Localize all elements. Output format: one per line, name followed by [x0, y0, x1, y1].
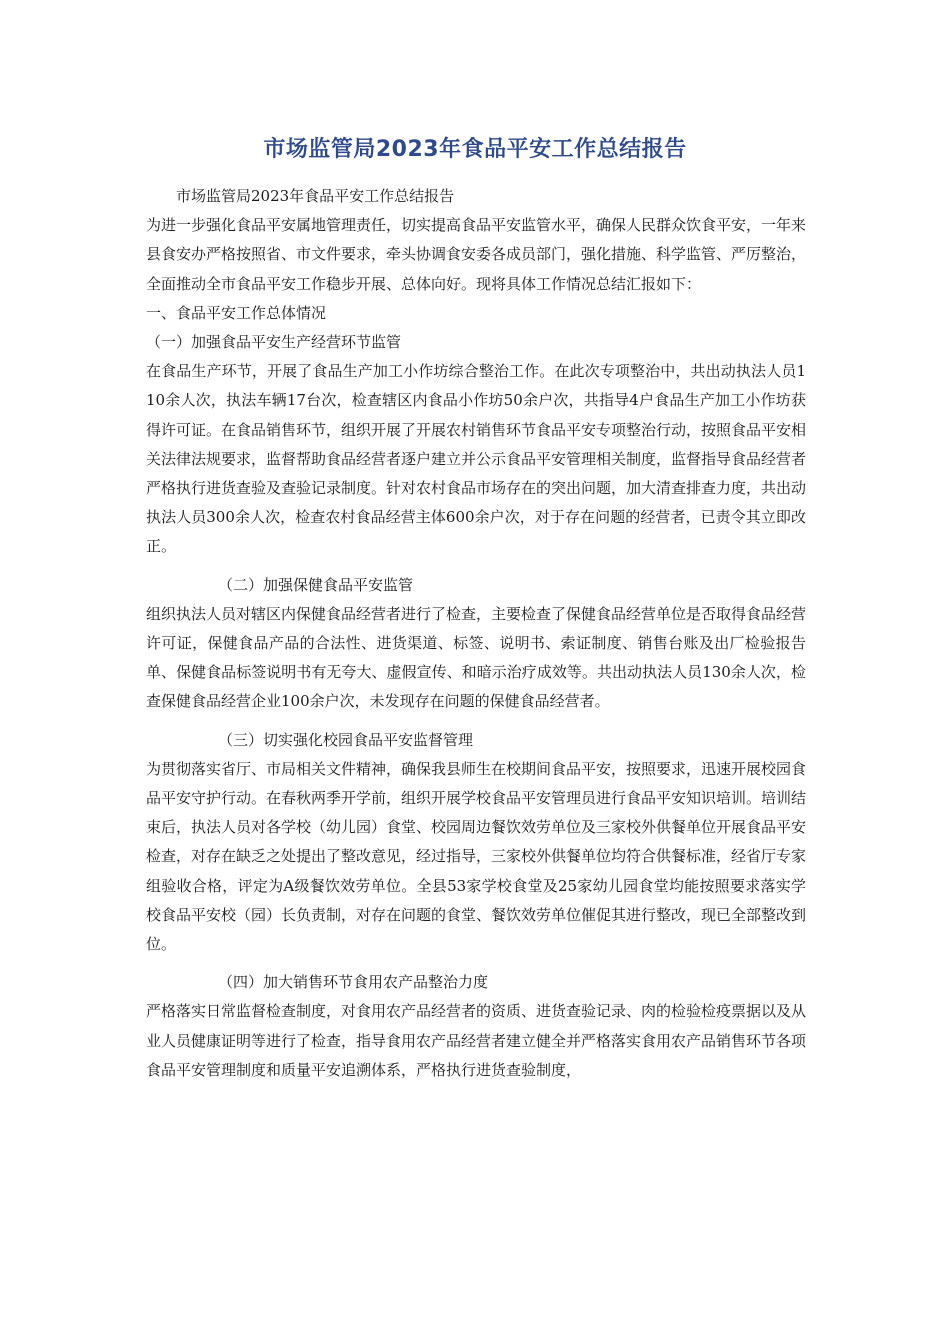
subsection-heading-4: （四）加大销售环节食用农产品整治力度 — [218, 973, 489, 992]
subsection-body-1: 在食品生产环节，开展了食品生产加工小作坊综合整治工作。在此次专项整治中，共出动执法人员110余人次，执法车辆17台次，检查辖区内食品小作坊50余户次，共指导4户食品生产加工小作坊获得许可证。在食品销售环节，组织开展了开展农村销售环节食品平安专项整治行动，按照食品平安相关法律法规要求，监督帮助食品经营者逐户建立并公示食品平安管理相关制度，监督指导食品经营者严格执行进货查验及查验记录制度。针对农村食品市场存在的突出问题，加大清查排查力度，共出动执法人员300余人次，检查农村食品经营主体600余户次，对于存在问题的经营者，已责令其立即改正。 — [146, 362, 807, 556]
subsection-body-3: 为贯彻落实省厅、市局相关文件精神，确保我县师生在校期间食品平安，按照要求，迅速开展校园食品平安守护行动。在春秋两季开学前，组织开展学校食品平安管理员进行食品平安知识培训。培训结束后，执法人员对各学校（幼儿园）食堂、校园周边餐饮效劳单位及三家校外供餐单位开展食品平安检查，对存在缺乏之处提出了整改意见，经过指导，三家校外供餐单位均符合供餐标准，经省厅专家组验收合格，评定为A级餐饮效劳单位。全县53家学校食堂及25家幼儿园食堂均能按照要求落实学校食品平安校（园）长负责制，对存在问题的食堂、餐饮效劳单位催促其进行整改，现已全部整改到位。 — [146, 759, 807, 954]
subsection-heading-1: （一）加强食品平安生产经营环节监管 — [146, 333, 402, 352]
subsection-body-4: 严格落实日常监督检查制度，对食用农产品经营者的资质、进货查验记录、肉的检验检疫票据以及从业人员健康证明等进行了检查，指导食用农产品经营者建立健全并严格落实食用农产品销售环节各项食品平安管理制度和质量平安追溯体系，严格执行进货查验制度， — [146, 1002, 807, 1079]
section-heading-1: 一、食品平安工作总体情况 — [146, 303, 327, 322]
subtitle-line: 市场监管局2023年食品平安工作总结报告 — [176, 187, 455, 205]
subsection-body-2: 组织执法人员对辖区内保健食品经营者进行了检查，主要检查了保健食品经营单位是否取得食品经营许可证，保健食品产品的合法性、进货渠道、标签、说明书、索证制度、销售台账及出厂检验报告单、保健食品标签说明书有无夸大、虚假宣传、和暗示治疗成效等。共出动执法人员130余人次，检查保健食品经营企业100余户次，未发现存在问题的保健食品经营者。 — [146, 604, 807, 711]
subsection-heading-2: （二）加强保健食品平安监管 — [218, 575, 414, 594]
document-body — [146, 182, 806, 1085]
document-title: 市场监管局2023年食品平安工作总结报告 — [263, 137, 687, 162]
intro-paragraph: 为进一步强化食品平安属地管理责任，切实提高食品平安监管水平，确保人民群众饮食平安，一年来县食安办严格按照省、市文件要求，牵头协调食安委各成员部门，强化措施、科学监管、严厉整治，全面推动全市食品平安工作稳步开展、总体向好。现将具体工作情况总结汇报如下： — [146, 216, 807, 293]
subsection-heading-3: （三）切实强化校园食品平安监督管理 — [218, 730, 474, 749]
